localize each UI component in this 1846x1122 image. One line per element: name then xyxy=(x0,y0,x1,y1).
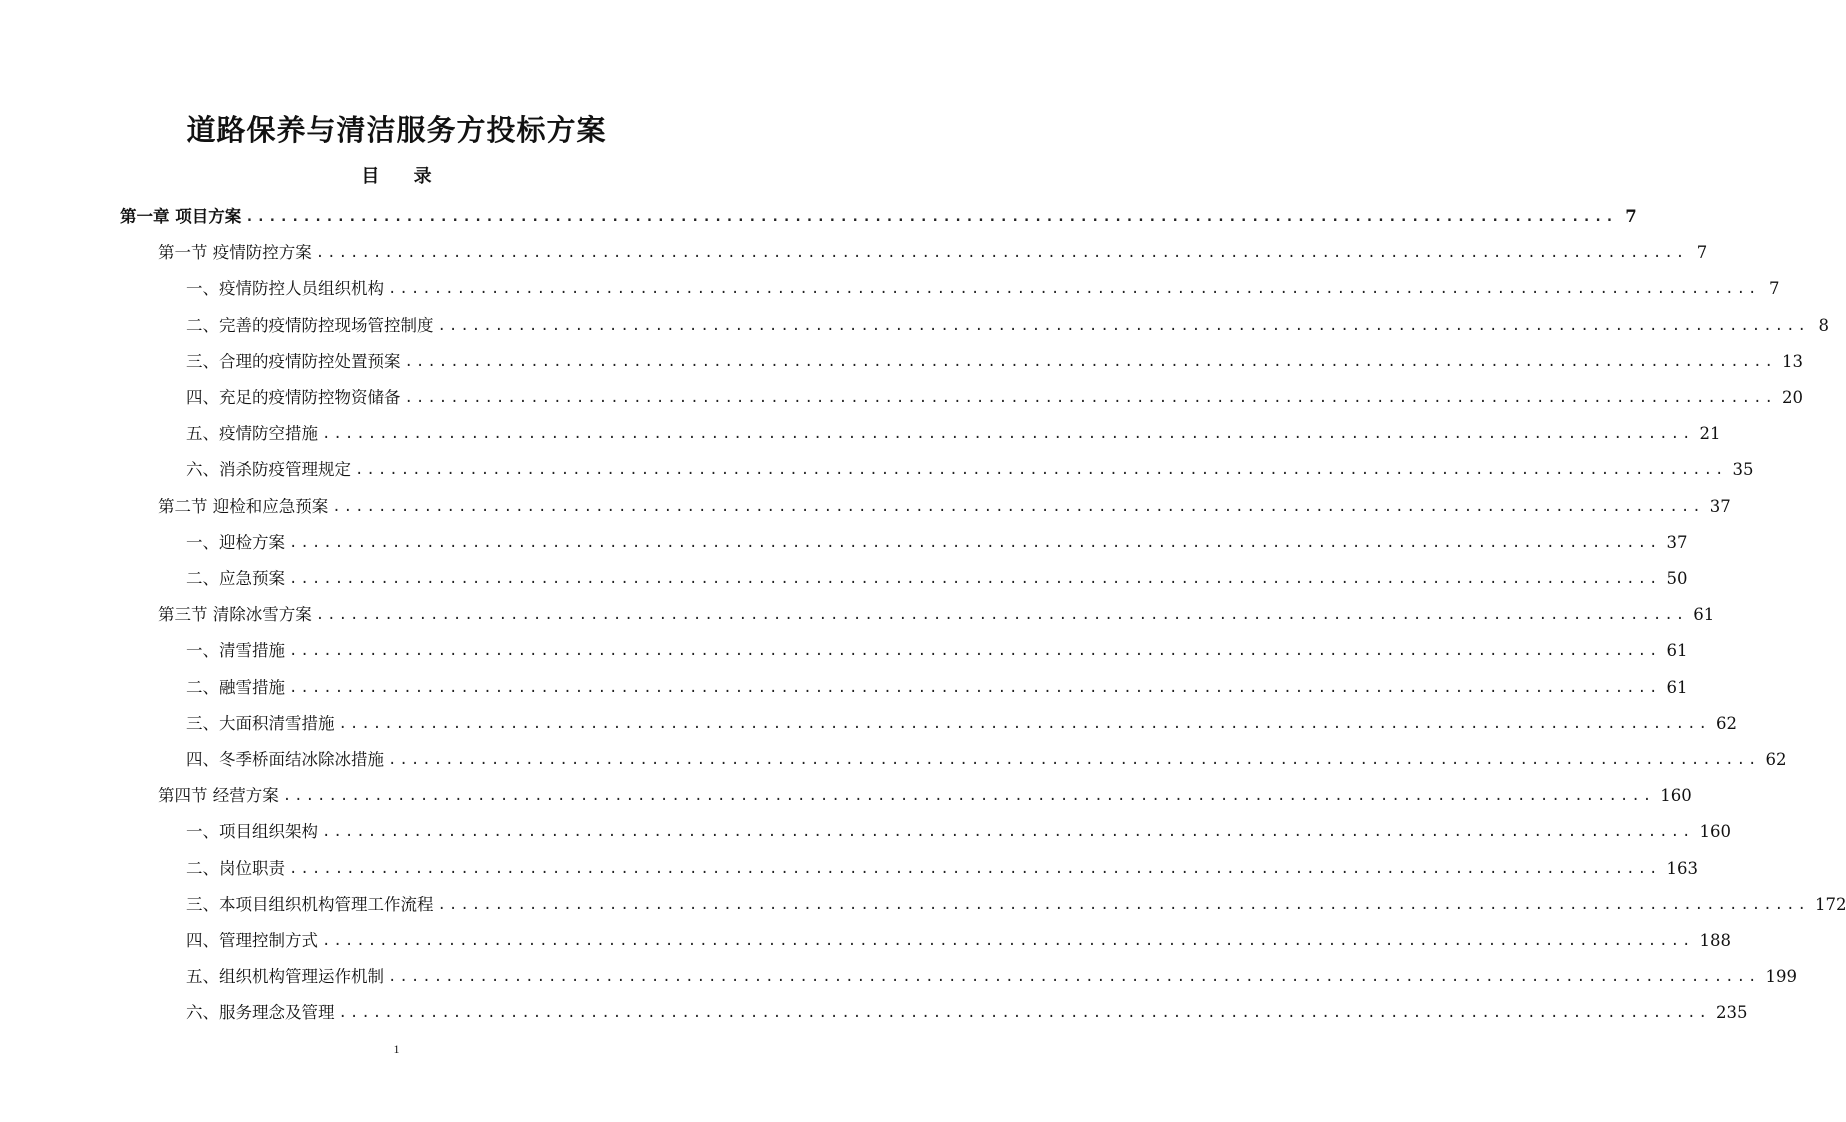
toc-entry-page: 37 xyxy=(1666,532,1688,552)
toc-leader-dots: ........................................................................................................................ xyxy=(289,534,1661,551)
toc-entry-label: 六、消杀防疫管理规定 xyxy=(186,460,351,480)
toc-entry-label: 第一章 项目方案 xyxy=(120,207,242,226)
toc-entry-item[interactable] xyxy=(186,702,1737,734)
toc-leader-dots: ........................................................................................................................ xyxy=(282,788,1655,805)
toc-entry-item[interactable] xyxy=(186,521,1688,553)
toc-entry-item[interactable] xyxy=(186,955,1797,987)
toc-entry-label: 六、服务理念及管理 xyxy=(186,1003,335,1023)
toc-entry-page: 160 xyxy=(1699,822,1731,842)
toc-entry-label: 三、大面积清雪措施 xyxy=(186,713,335,733)
toc-leader-dots: ........................................................................................................................ xyxy=(388,752,1760,768)
toc-entry-page: 61 xyxy=(1666,677,1688,697)
toc-entry-label: 二、完善的疫情防控现场管控制度 xyxy=(186,315,434,335)
toc-entry-label: 第一节 疫情防控方案 xyxy=(158,243,312,263)
toc-entry-chapter[interactable] xyxy=(120,195,1637,227)
toc-entry-item[interactable] xyxy=(186,412,1721,444)
toc-leader-dots: ........................................................................................................................ xyxy=(338,1005,1710,1022)
toc-leader-dots: ........................................................................................................................ xyxy=(289,643,1661,660)
toc-leader-dots: ........................................................................................................................ xyxy=(289,571,1661,587)
toc-leader-dots: ........................................................................................................................ xyxy=(388,281,1760,298)
toc-entry-page: 50 xyxy=(1666,569,1688,588)
toc-entry-section[interactable] xyxy=(158,593,1715,625)
page-number: 1 xyxy=(393,1042,400,1056)
toc-entry-label: 第三节 清除冰雪方案 xyxy=(158,605,312,625)
toc-entry-page: 13 xyxy=(1781,351,1803,371)
toc-entry-label: 四、冬季桥面结冰除冰措施 xyxy=(186,750,384,769)
toc-entry-item[interactable] xyxy=(186,304,1829,336)
toc-entry-page: 188 xyxy=(1699,931,1731,950)
toc-entry-page: 199 xyxy=(1765,967,1797,987)
toc-entry-label: 一、清雪措施 xyxy=(186,641,285,661)
toc-entry-page: 37 xyxy=(1709,496,1731,516)
toc-entry-item[interactable] xyxy=(186,847,1698,879)
toc-entry-item[interactable] xyxy=(186,666,1688,698)
toc-entry-label: 二、应急预案 xyxy=(186,569,285,588)
toc-entry-item[interactable] xyxy=(186,810,1731,842)
toc-entry-page: 21 xyxy=(1699,424,1721,444)
toc-entry-label: 三、合理的疫情防控处置预案 xyxy=(186,351,401,371)
toc-entry-label: 一、项目组织架构 xyxy=(186,822,318,842)
toc-entry-label: 四、管理控制方式 xyxy=(186,931,318,950)
toc-entry-item[interactable] xyxy=(186,267,1780,299)
toc-entry-label: 二、岗位职责 xyxy=(186,858,285,878)
toc-entry-page: 163 xyxy=(1666,858,1698,878)
toc-entry-page: 7 xyxy=(1625,207,1637,226)
toc-entry-section[interactable] xyxy=(158,231,1708,263)
toc-leader-dots: ........................................................................................................................ xyxy=(437,896,1809,913)
toc-leader-dots: ........................................................................................................................ xyxy=(388,969,1760,986)
toc-entry-label: 第四节 经营方案 xyxy=(158,786,279,806)
document-title: 道路保养与清洁服务方投标方案 xyxy=(186,113,607,147)
toc-entry-label: 一、迎检方案 xyxy=(186,532,285,552)
toc-heading: 目 录 xyxy=(361,166,446,187)
toc-entry-page: 62 xyxy=(1765,750,1787,769)
toc-entry-item[interactable] xyxy=(186,919,1731,951)
toc-entry-item[interactable] xyxy=(186,340,1803,372)
toc-leader-dots: ........................................................................................................................ xyxy=(289,679,1661,696)
toc-entry-label: 三、本项目组织机构管理工作流程 xyxy=(186,894,434,914)
toc-entry-page: 160 xyxy=(1660,786,1692,806)
toc-leader-dots: ........................................................................................................................ xyxy=(315,245,1688,262)
toc-entry-item[interactable] xyxy=(186,738,1787,770)
toc-leader-dots: ........................................................................................................................ xyxy=(404,390,1776,406)
toc-entry-page: 7 xyxy=(1768,279,1780,299)
toc-entry-label: 五、组织机构管理运作机制 xyxy=(186,967,384,987)
toc-entry-item[interactable] xyxy=(186,991,1748,1023)
toc-leader-dots: ........................................................................................................................ xyxy=(332,498,1704,515)
toc-leader-dots: ........................................................................................................................ xyxy=(322,933,1694,949)
toc-leader-dots: ........................................................................................................................ xyxy=(338,715,1710,732)
toc-entry-page: 8 xyxy=(1818,315,1829,335)
toc-entry-page: 20 xyxy=(1781,388,1803,407)
toc-entry-item[interactable] xyxy=(186,376,1803,408)
toc-entry-item[interactable] xyxy=(186,448,1754,480)
toc-leader-dots: ........................................................................................................................ xyxy=(245,209,1617,225)
toc-leader-dots: ........................................................................................................................ xyxy=(289,860,1661,877)
toc-entry-page: 172 xyxy=(1814,894,1846,914)
toc-leader-dots: ........................................................................................................................ xyxy=(322,824,1694,841)
toc-entry-item[interactable] xyxy=(186,557,1688,589)
toc-entry-page: 62 xyxy=(1715,713,1737,733)
toc-entry-page: 235 xyxy=(1715,1003,1748,1023)
toc-entry-page: 35 xyxy=(1732,460,1754,480)
toc-entry-section[interactable] xyxy=(158,485,1731,517)
toc-entry-page: 61 xyxy=(1666,641,1688,661)
toc-leader-dots: ........................................................................................................................ xyxy=(322,426,1694,443)
toc-leader-dots: ........................................................................................................................ xyxy=(404,353,1776,370)
toc-leader-dots: ........................................................................................................................ xyxy=(437,317,1809,334)
toc-entry-item[interactable] xyxy=(186,883,1846,915)
toc-entry-page: 61 xyxy=(1693,605,1715,625)
toc-entry-label: 第二节 迎检和应急预案 xyxy=(158,496,329,516)
toc-entry-label: 一、疫情防控人员组织机构 xyxy=(186,279,384,299)
toc-entry-label: 四、充足的疫情防控物资储备 xyxy=(186,388,401,407)
toc-entry-section[interactable] xyxy=(158,774,1692,806)
toc-leader-dots: ........................................................................................................................ xyxy=(315,607,1688,624)
toc-entry-page: 7 xyxy=(1696,243,1708,263)
toc-entry-label: 二、融雪措施 xyxy=(186,677,285,697)
toc-entry-item[interactable] xyxy=(186,629,1688,661)
toc-leader-dots: ........................................................................................................................ xyxy=(355,462,1727,479)
toc-entry-label: 五、疫情防空措施 xyxy=(186,424,318,444)
